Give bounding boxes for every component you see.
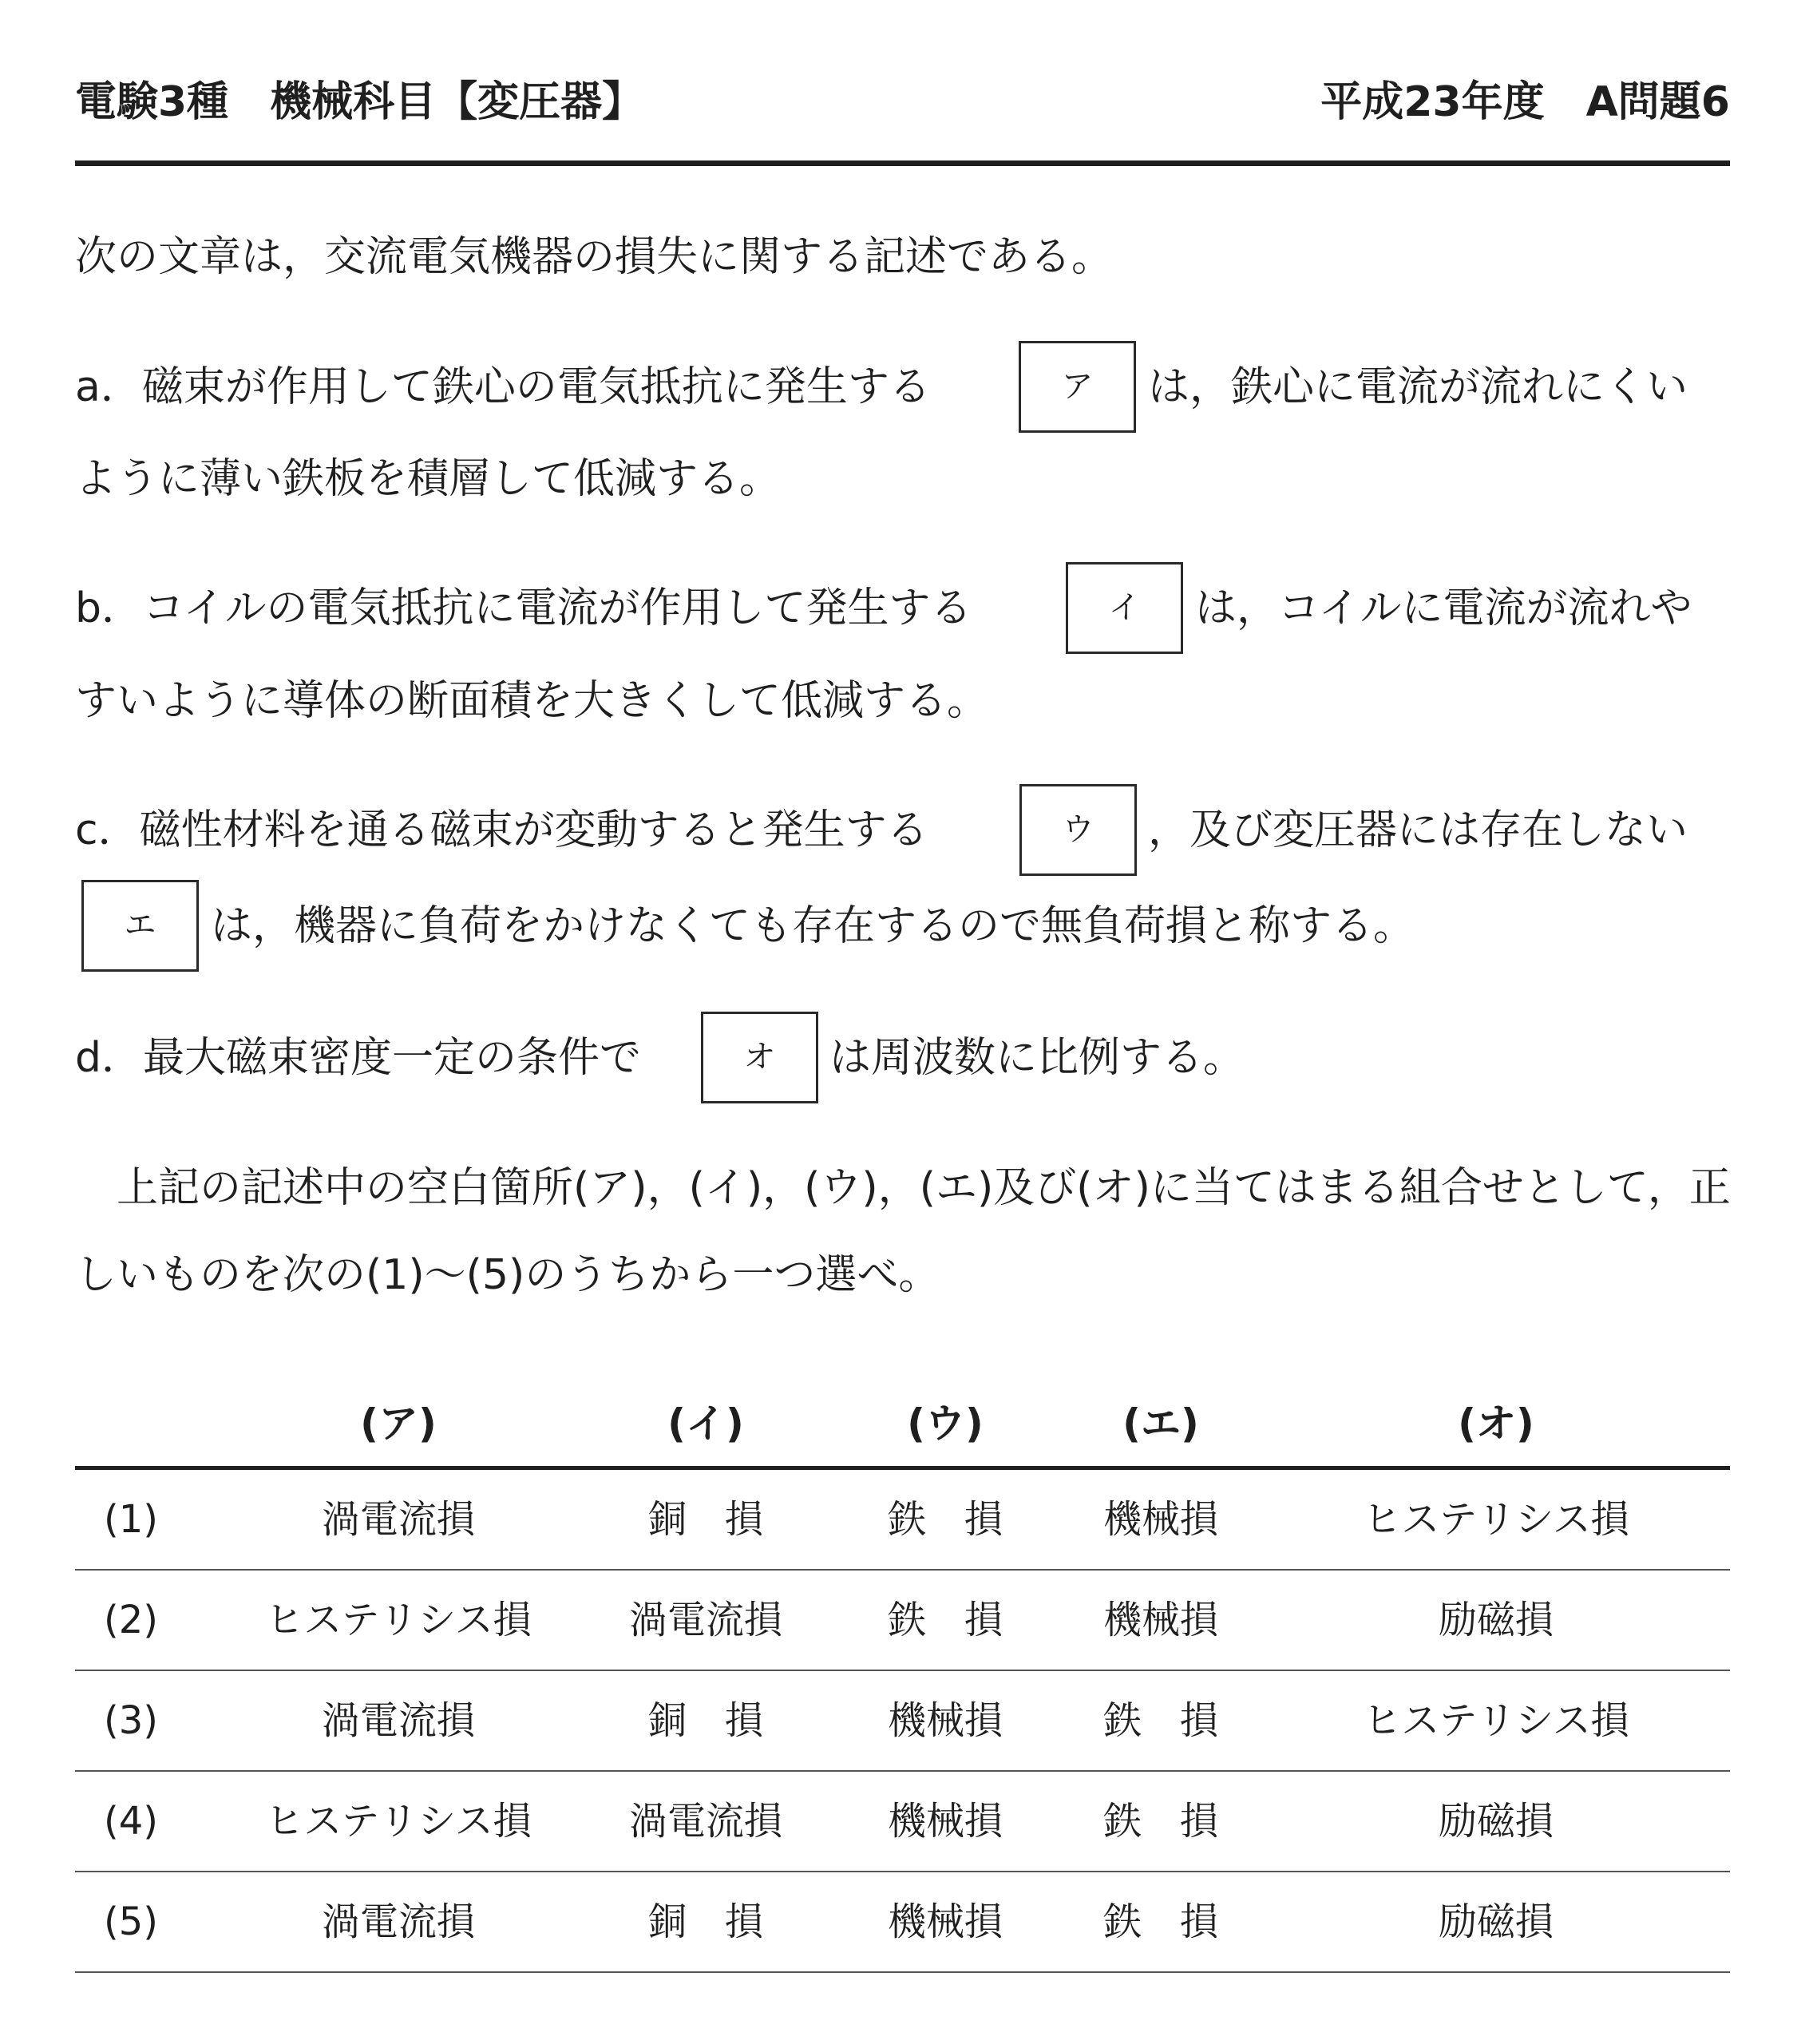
table-cell: ヒステリシス損 (1363, 1698, 1629, 1743)
table-cell: 渦電流損 (628, 1598, 782, 1642)
blank-box-a: ア (1019, 341, 1136, 433)
item-c-line1-start: c．磁性材料を通る磁束が変動すると発生する (75, 806, 928, 854)
table-header-cell: (イ) (667, 1400, 744, 1447)
table-cell: 渦電流損 (321, 1698, 475, 1743)
exam-page (75, 0, 1730, 2044)
table-header-cell: (オ) (1458, 1400, 1534, 1447)
blank-box-b: イ (1066, 562, 1183, 654)
table-header-row (75, 1380, 1730, 1468)
table-header-cell: (ア) (360, 1400, 437, 1447)
table-row (75, 1570, 1730, 1670)
choice-number: (3) (104, 1698, 158, 1743)
table-cell: 鉄 損 (887, 1497, 1003, 1542)
table-cell: 渦電流損 (628, 1799, 782, 1844)
table-cell: ヒステリシス損 (265, 1799, 532, 1844)
intro-text: 次の文章は，交流電気機器の損失に関する記述である。 (75, 233, 1114, 281)
header-exam-id: 平成23年度 A問題6 (1320, 78, 1730, 126)
item-a-line1-end: は，鉄心に電流が流れにくい (1148, 363, 1688, 411)
item-d-line1-start: d．最大磁束密度一定の条件で (75, 1034, 642, 1082)
table-cell: 励磁損 (1438, 1899, 1554, 1944)
table-cell: 銅 損 (647, 1698, 763, 1743)
table-cell: 励磁損 (1438, 1799, 1554, 1844)
header-divider (75, 160, 1730, 166)
table-header-cell: (エ) (1122, 1400, 1199, 1447)
blank-box-c: ウ (1019, 784, 1137, 876)
blank-box-d: エ (81, 880, 199, 972)
table-bottom-divider (75, 1971, 1730, 1973)
table-row (75, 1872, 1730, 1972)
choice-number: (5) (104, 1899, 158, 1944)
table-cell: 機械損 (1102, 1497, 1218, 1542)
table-cell: 渦電流損 (321, 1899, 475, 1944)
choice-number: (2) (104, 1598, 158, 1642)
table-cell: ヒステリシス損 (1363, 1497, 1629, 1542)
choice-number: (4) (104, 1799, 158, 1844)
table-row (75, 1469, 1730, 1570)
item-c-line2: は，機器に負荷をかけなくても存在するので無負荷損と称する。 (211, 902, 1415, 950)
table-cell: ヒステリシス損 (265, 1598, 532, 1642)
table-cell: 機械損 (1102, 1598, 1218, 1642)
table-header-cell: (ウ) (907, 1400, 984, 1447)
table-header-cell (75, 1380, 187, 1468)
table-cell: 鉄 損 (1102, 1799, 1218, 1844)
item-b-line1-start: b．コイルの電気抵抗に電流が作用して発生する (75, 584, 972, 632)
table-cell: 機械損 (887, 1899, 1003, 1944)
item-a-line1-start: a．磁束が作用して鉄心の電気抵抗に発生する (75, 363, 931, 411)
table-cell: 機械損 (887, 1799, 1003, 1844)
table-cell: 銅 損 (647, 1497, 763, 1542)
item-b-line2: すいように導体の断面積を大きくして低減する。 (75, 677, 989, 725)
table-cell: 銅 損 (647, 1899, 763, 1944)
table-cell: 鉄 損 (1102, 1698, 1218, 1743)
page-header (75, 70, 1730, 134)
table-cell: 渦電流損 (321, 1497, 475, 1542)
item-a-line2: ように薄い鉄板を積層して低減する。 (75, 455, 782, 503)
blank-box-e: オ (701, 1012, 818, 1103)
item-c-line1-end: ，及び変圧器には存在しない (1148, 806, 1688, 854)
table-cell: 鉄 損 (1102, 1899, 1218, 1944)
table-cell: 励磁損 (1438, 1598, 1554, 1642)
table-row (75, 1771, 1730, 1872)
question-line1: 上記の記述中の空白箇所(ア)，(イ)，(ウ)，(エ)及び(オ)に当てはまる組合せとして，正 (75, 1164, 1731, 1212)
table-row (75, 1670, 1730, 1771)
header-subject: 電験3種 機械科目【変圧器】 (75, 78, 644, 126)
item-b-line1-end: は，コイルに電流が流れや (1195, 584, 1692, 632)
question-line2: しいものを次の(1)～(5)のうちから一つ選べ。 (75, 1251, 940, 1299)
choice-number: (1) (104, 1497, 158, 1542)
item-d-line1-end: は周波数に比例する。 (829, 1034, 1245, 1082)
table-cell: 機械損 (887, 1698, 1003, 1743)
table-cell: 鉄 損 (887, 1598, 1003, 1642)
